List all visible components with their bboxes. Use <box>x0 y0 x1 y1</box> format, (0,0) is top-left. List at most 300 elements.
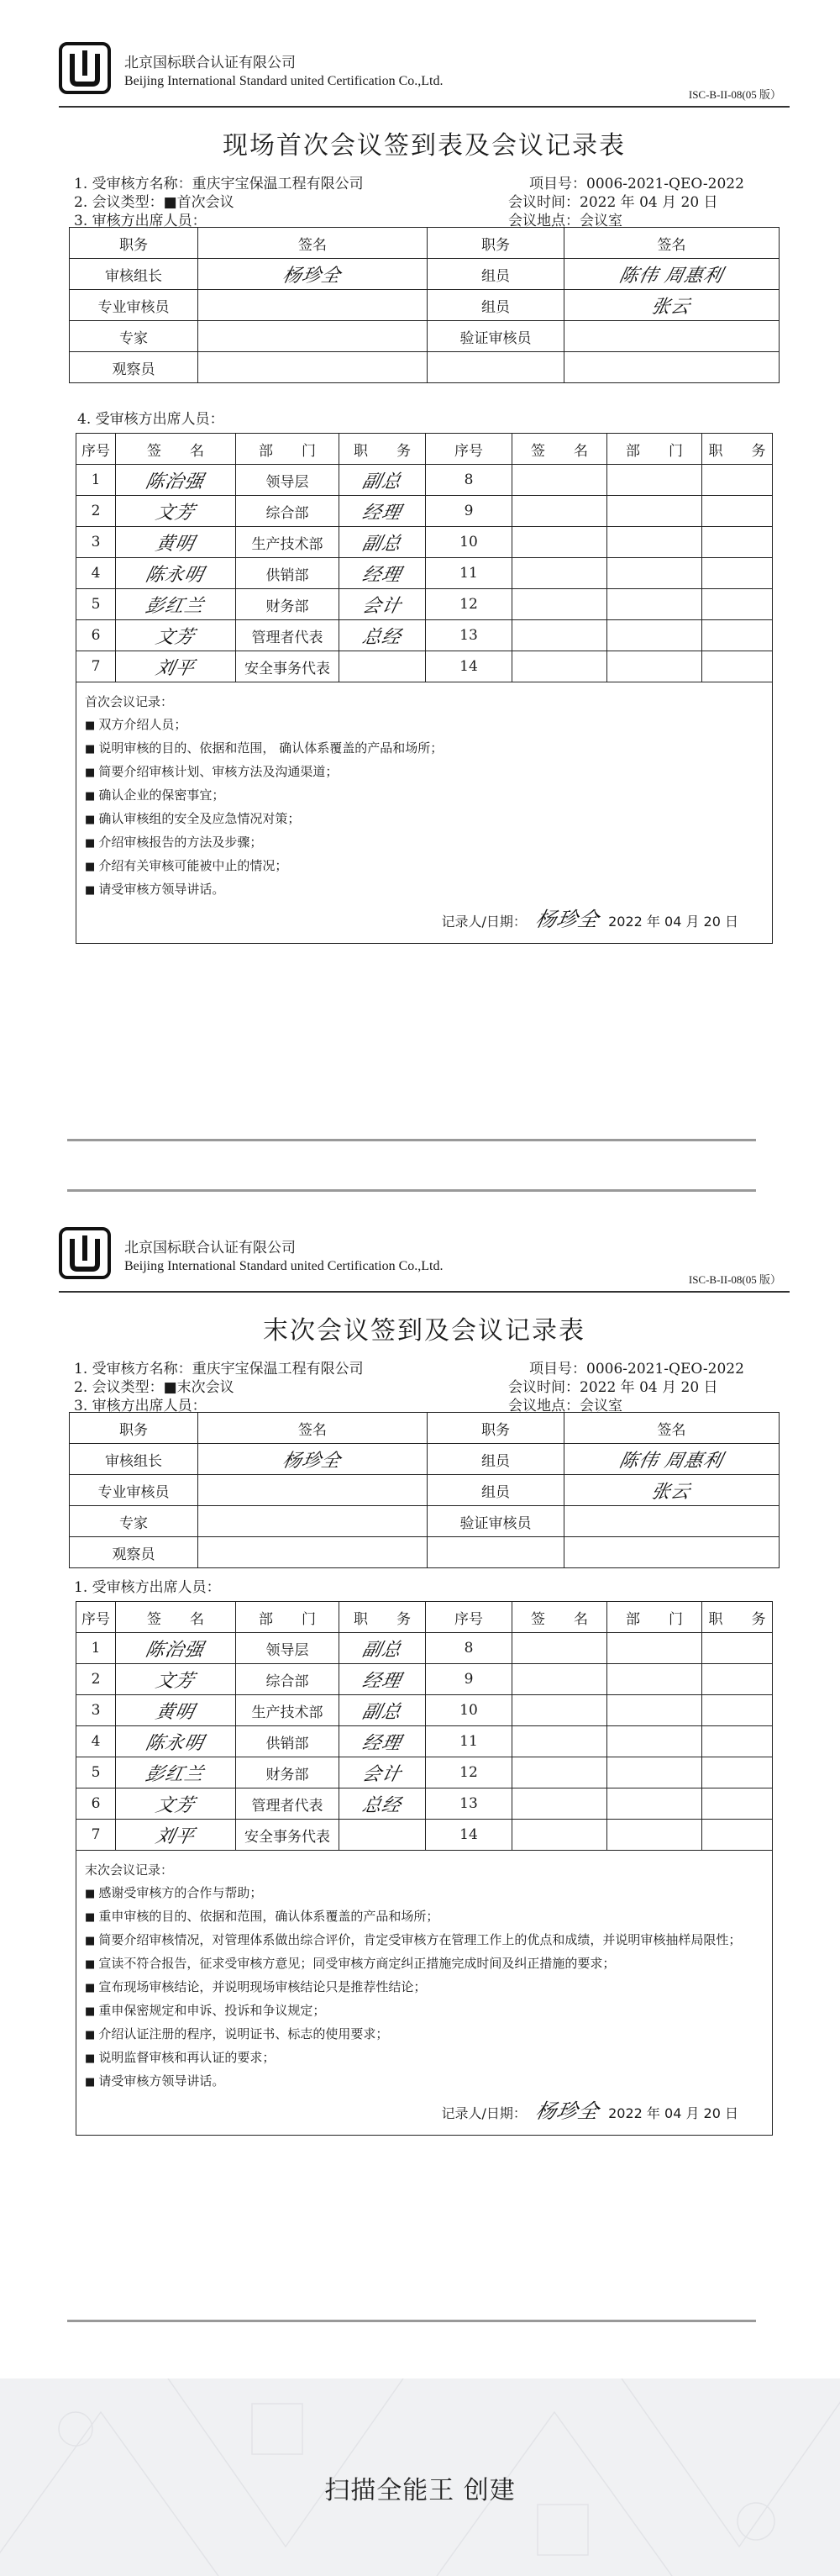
cell: 12 <box>426 1757 512 1788</box>
signature: 文芳 <box>153 1670 197 1692</box>
col-header: 职 务 <box>339 434 426 465</box>
header-rule <box>59 106 790 108</box>
cell: 验证审核员 <box>428 321 564 352</box>
cell <box>198 321 428 352</box>
cell: 财务部 <box>236 589 339 620</box>
cell: 14 <box>426 1820 512 1851</box>
col-header: 签 名 <box>512 434 607 465</box>
cell: 管理者代表 <box>236 620 339 651</box>
cell: 1 <box>76 465 116 496</box>
table-row <box>70 290 780 321</box>
auditor-table <box>69 1412 780 1568</box>
signature-cell <box>116 1664 236 1695</box>
col-header: 签名 <box>198 1413 428 1444</box>
letterhead <box>59 1219 790 1294</box>
signature: 文芳 <box>153 626 197 648</box>
col-header: 职务 <box>428 1413 564 1444</box>
cell <box>702 1757 773 1788</box>
signature-cell <box>339 496 426 527</box>
signature-cell <box>116 496 236 527</box>
signature: 陈永明 <box>144 564 207 586</box>
col-header: 签名 <box>564 1413 780 1444</box>
auditee-label: 1. 受审核方名称： <box>74 1361 192 1378</box>
meeting-type: ■首次会议 <box>163 194 234 211</box>
table-row <box>76 465 773 496</box>
table-row <box>76 651 773 682</box>
cell <box>702 1788 773 1820</box>
signature: 刘平 <box>153 657 197 679</box>
cell: 3 <box>76 1695 116 1726</box>
meeting-meta <box>59 1353 790 1412</box>
cell <box>564 1506 780 1537</box>
cell: 9 <box>426 496 512 527</box>
org-name-en: Beijing International Standard united Certification Co.,Ltd. <box>124 74 444 88</box>
type-label: 2. 会议类型： <box>74 1379 164 1396</box>
signature-cell <box>116 589 236 620</box>
cell: 8 <box>426 1633 512 1664</box>
meeting-place: 会议室 <box>580 213 622 229</box>
cell <box>607 651 702 682</box>
recorder-signature: 杨珍全 <box>533 908 602 931</box>
meeting-meta <box>59 168 790 227</box>
signature-cell <box>198 1444 428 1475</box>
table-row <box>76 496 773 527</box>
signature: 会计 <box>360 1763 404 1785</box>
cell <box>564 352 780 383</box>
col-header: 签 名 <box>116 434 236 465</box>
note-item: ■ 说明审核的目的、依据和范围， 确认体系覆盖的产品和场所； <box>85 737 764 761</box>
project-label: 项目号： <box>529 1361 586 1378</box>
cell: 领导层 <box>236 465 339 496</box>
org-name-cn: 北京国标联合认证有限公司 <box>124 55 296 71</box>
cell <box>198 1537 428 1568</box>
signature-cell <box>339 620 426 651</box>
signature-cell <box>116 527 236 558</box>
cell: 5 <box>76 589 116 620</box>
table-row <box>76 620 773 651</box>
signature: 陈永明 <box>144 1732 207 1754</box>
note-item: ■ 确认企业的保密事宜； <box>85 784 764 808</box>
cell: 观察员 <box>70 1537 198 1568</box>
cell: 2 <box>76 496 116 527</box>
note-item: ■ 简要介绍审核情况，对管理体系做出综合评价，肯定受审核方在管理工作上的优点和成绩，并说明审核抽样局限性； <box>85 1929 764 1952</box>
signature: 黄明 <box>153 1701 197 1723</box>
cell <box>607 1757 702 1788</box>
col-header: 签名 <box>198 228 428 259</box>
last-meeting-page <box>59 1219 790 2136</box>
table-row <box>70 352 780 383</box>
note-item: ■ 重申保密规定和申诉、投诉和争议规定； <box>85 1999 764 2023</box>
cell: 4 <box>76 558 116 589</box>
cell <box>512 651 607 682</box>
signature: 经理 <box>360 564 404 586</box>
cell: 财务部 <box>236 1757 339 1788</box>
cell <box>512 1633 607 1664</box>
col-header: 职务 <box>70 1413 198 1444</box>
cell <box>607 1788 702 1820</box>
table-row <box>70 259 780 290</box>
cell <box>198 1506 428 1537</box>
cell: 领导层 <box>236 1633 339 1664</box>
time-label: 会议时间： <box>508 1379 580 1396</box>
cell: 安全事务代表 <box>236 651 339 682</box>
note-item: ■ 感谢受审核方的合作与帮助； <box>85 1882 764 1905</box>
cell <box>607 1695 702 1726</box>
signature: 陈治强 <box>144 471 207 493</box>
col-header: 序号 <box>426 1602 512 1633</box>
cell: 6 <box>76 620 116 651</box>
signature-cell <box>198 259 428 290</box>
recorder-date: 2022 年 04 月 20 日 <box>608 2105 738 2121</box>
type-label: 2. 会议类型： <box>74 194 164 211</box>
signature: 彭红兰 <box>144 1763 207 1785</box>
cell <box>512 1726 607 1757</box>
table-row <box>76 589 773 620</box>
col-header: 职 务 <box>702 1602 773 1633</box>
cell <box>607 620 702 651</box>
scanner-footer <box>0 2378 840 2576</box>
page-separator <box>67 2320 756 2322</box>
cell: 2 <box>76 1664 116 1695</box>
company-logo-icon <box>59 1227 111 1279</box>
cell <box>702 496 773 527</box>
signature: 副总 <box>360 1639 404 1661</box>
auditee-label: 1. 受审核方名称： <box>74 176 192 192</box>
cell <box>564 321 780 352</box>
signature-cell <box>339 1757 426 1788</box>
recorder-line <box>85 2100 764 2125</box>
cell: 专业审核员 <box>70 1475 198 1506</box>
col-header: 序号 <box>76 1602 116 1633</box>
project-number: 0006-2021-QEO-2022 <box>586 176 744 192</box>
table-row <box>76 1820 773 1851</box>
signature-cell <box>339 465 426 496</box>
note-item: ■ 宣布现场审核结论，并说明现场审核结论只是推荐性结论； <box>85 1976 764 1999</box>
cell <box>512 465 607 496</box>
cell: 观察员 <box>70 352 198 383</box>
signature-cell <box>116 1820 236 1851</box>
signature-cell <box>339 1633 426 1664</box>
signature-cell <box>116 620 236 651</box>
notes-heading: 首次会议记录： <box>85 694 174 709</box>
auditee-table <box>76 433 773 682</box>
signature: 黄明 <box>153 533 197 555</box>
note-item: ■ 介绍审核报告的方法及步骤； <box>85 831 764 855</box>
cell <box>512 1695 607 1726</box>
cell: 综合部 <box>236 496 339 527</box>
cell <box>702 1633 773 1664</box>
page-title: 现场首次会议签到表及会议记录表 <box>223 131 626 161</box>
cell: 3 <box>76 527 116 558</box>
attendees-label: 3. 审核方出席人员： <box>74 213 207 229</box>
note-item: ■ 说明监督审核和再认证的要求； <box>85 2047 764 2070</box>
note-item: ■ 双方介绍人员； <box>85 714 764 737</box>
cell <box>607 1664 702 1695</box>
recorder-label: 记录人/日期： <box>441 914 527 930</box>
cell: 专业审核员 <box>70 290 198 321</box>
cell: 14 <box>426 651 512 682</box>
signature-cell <box>339 1695 426 1726</box>
cell <box>702 527 773 558</box>
signature-cell <box>564 290 780 321</box>
signature: 副总 <box>360 533 404 555</box>
auditee-table <box>76 1601 773 1851</box>
signature: 杨珍全 <box>281 1450 344 1472</box>
notes-box <box>76 1851 773 2136</box>
cell: 组员 <box>428 1475 564 1506</box>
cell <box>512 1757 607 1788</box>
table-row <box>76 1695 773 1726</box>
signature: 经理 <box>360 502 404 524</box>
auditee-attendees-label: 1. 受审核方出席人员： <box>74 1579 221 1596</box>
signature-cell <box>564 1475 780 1506</box>
signature: 杨珍全 <box>281 265 344 287</box>
col-header: 部 门 <box>607 434 702 465</box>
auditee-attendees-label: 4. 受审核方出席人员： <box>77 411 224 428</box>
header-rule <box>59 1291 790 1293</box>
signature-cell <box>564 259 780 290</box>
note-item: ■ 请受审核方领导讲话。 <box>85 878 764 902</box>
signature-cell <box>339 558 426 589</box>
cell <box>512 1664 607 1695</box>
cell: 综合部 <box>236 1664 339 1695</box>
signature: 陈伟 周惠利 <box>617 265 726 287</box>
signature: 陈治强 <box>144 1639 207 1661</box>
table-row <box>70 1506 780 1537</box>
signature: 副总 <box>360 1701 404 1723</box>
signature-cell <box>116 1726 236 1757</box>
cell <box>512 558 607 589</box>
cell <box>607 558 702 589</box>
col-header: 职务 <box>70 228 198 259</box>
table-row <box>70 1444 780 1475</box>
cell <box>564 1537 780 1568</box>
signature-cell <box>116 1788 236 1820</box>
col-header: 签名 <box>564 228 780 259</box>
cell: 12 <box>426 589 512 620</box>
note-item: ■ 介绍有关审核可能被中止的情况； <box>85 855 764 878</box>
cell: 11 <box>426 558 512 589</box>
notes-heading: 末次会议记录： <box>85 1862 174 1878</box>
cell: 5 <box>76 1757 116 1788</box>
page-separator <box>67 1189 756 1192</box>
cell: 10 <box>426 1695 512 1726</box>
signature-cell <box>116 558 236 589</box>
table-row <box>70 321 780 352</box>
company-logo-icon <box>59 42 111 94</box>
auditor-table <box>69 227 780 383</box>
signature: 张云 <box>649 1481 693 1503</box>
table-row <box>76 1633 773 1664</box>
cell <box>512 496 607 527</box>
cell <box>702 589 773 620</box>
signature: 副总 <box>360 471 404 493</box>
signature-cell <box>116 651 236 682</box>
cell: 供销部 <box>236 1726 339 1757</box>
cell <box>607 1726 702 1757</box>
signature: 彭红兰 <box>144 595 207 617</box>
signature: 总经 <box>360 626 404 648</box>
notes-box <box>76 682 773 944</box>
cell <box>607 1633 702 1664</box>
recorder-signature: 杨珍全 <box>533 2099 602 2123</box>
cell: 7 <box>76 1820 116 1851</box>
col-header: 序号 <box>76 434 116 465</box>
table-row <box>70 1537 780 1568</box>
col-header: 部 门 <box>607 1602 702 1633</box>
auditee-rows <box>76 465 773 682</box>
signature: 会计 <box>360 595 404 617</box>
project-label: 项目号： <box>529 176 586 192</box>
cell <box>607 1820 702 1851</box>
signature-cell <box>339 1788 426 1820</box>
auditee-rows <box>76 1633 773 1851</box>
cell <box>512 589 607 620</box>
first-meeting-page <box>59 34 790 944</box>
col-header: 签 名 <box>512 1602 607 1633</box>
signature: 陈伟 周惠利 <box>617 1450 726 1472</box>
auditee-name: 重庆宇宝保温工程有限公司 <box>192 1361 364 1378</box>
cell: 10 <box>426 527 512 558</box>
auditee-name: 重庆宇宝保温工程有限公司 <box>192 176 364 192</box>
place-label: 会议地点： <box>508 213 580 229</box>
cell: 1 <box>76 1633 116 1664</box>
cell: 8 <box>426 465 512 496</box>
cell: 9 <box>426 1664 512 1695</box>
org-name-en: Beijing International Standard united Certification Co.,Ltd. <box>124 1259 444 1273</box>
signature: 经理 <box>360 1732 404 1754</box>
table-row <box>76 1664 773 1695</box>
cell <box>607 589 702 620</box>
signature: 张云 <box>649 296 693 318</box>
note-item: ■ 宣读不符合报告，征求受审核方意见；同受审核方商定纠正措施完成时间及纠正措施的要求； <box>85 1952 764 1976</box>
meeting-place: 会议室 <box>580 1398 622 1414</box>
cell: 组员 <box>428 259 564 290</box>
cell: 验证审核员 <box>428 1506 564 1537</box>
cell: 管理者代表 <box>236 1788 339 1820</box>
cell: 专家 <box>70 321 198 352</box>
signature-cell <box>339 1726 426 1757</box>
cell <box>428 1537 564 1568</box>
cell: 11 <box>426 1726 512 1757</box>
note-item: ■ 重申审核的目的、依据和范围，确认体系覆盖的产品和场所； <box>85 1905 764 1929</box>
col-header: 职 务 <box>702 434 773 465</box>
signature-cell <box>339 1664 426 1695</box>
table-row <box>76 1788 773 1820</box>
cell: 生产技术部 <box>236 527 339 558</box>
cell <box>428 352 564 383</box>
cell: 安全事务代表 <box>236 1820 339 1851</box>
note-item: ■ 请受审核方领导讲话。 <box>85 2070 764 2094</box>
cell <box>512 1820 607 1851</box>
footer-text: 扫描全能王 创建 <box>324 2476 516 2505</box>
cell: 组员 <box>428 1444 564 1475</box>
attendees-label: 3. 审核方出席人员： <box>74 1398 207 1414</box>
cell <box>702 651 773 682</box>
letterhead <box>59 34 790 109</box>
cell <box>607 496 702 527</box>
cell: 4 <box>76 1726 116 1757</box>
col-header: 序号 <box>426 434 512 465</box>
signature-cell <box>339 527 426 558</box>
table-row <box>76 1726 773 1757</box>
cell <box>607 465 702 496</box>
cell: 6 <box>76 1788 116 1820</box>
signature-cell <box>116 465 236 496</box>
col-header: 职务 <box>428 228 564 259</box>
note-item: ■ 简要介绍审核计划、审核方法及沟通渠道； <box>85 761 764 784</box>
signature-cell <box>339 589 426 620</box>
col-header: 部 门 <box>236 434 339 465</box>
notes-list <box>85 714 764 902</box>
project-number: 0006-2021-QEO-2022 <box>586 1361 744 1378</box>
signature-cell <box>116 1757 236 1788</box>
org-name-cn: 北京国标联合认证有限公司 <box>124 1240 296 1256</box>
note-item: ■ 介绍认证注册的程序，说明证书、标志的使用要求； <box>85 2023 764 2047</box>
signature: 刘平 <box>153 1825 197 1847</box>
table-row <box>70 1475 780 1506</box>
signature: 文芳 <box>153 502 197 524</box>
cell <box>198 352 428 383</box>
note-item: ■ 确认审核组的安全及应急情况对策； <box>85 808 764 831</box>
meeting-type: ■末次会议 <box>163 1379 234 1396</box>
cell <box>198 1475 428 1506</box>
notes-list <box>85 1882 764 2094</box>
cell: 7 <box>76 651 116 682</box>
signature-cell <box>116 1695 236 1726</box>
signature-cell <box>116 1633 236 1664</box>
table-row <box>76 527 773 558</box>
cell: 审核组长 <box>70 259 198 290</box>
meeting-time: 2022 年 04 月 20 日 <box>580 194 718 211</box>
cell: 专家 <box>70 1506 198 1537</box>
cell: 13 <box>426 620 512 651</box>
cell <box>198 290 428 321</box>
place-label: 会议地点： <box>508 1398 580 1414</box>
form-code: ISC-B-II-08(05 版） <box>688 1273 781 1286</box>
cell: 组员 <box>428 290 564 321</box>
recorder-line <box>85 909 764 933</box>
page-separator <box>67 1139 756 1141</box>
signature: 文芳 <box>153 1794 197 1816</box>
cell <box>512 527 607 558</box>
page-title: 末次会议签到及会议记录表 <box>263 1316 585 1346</box>
signature-cell <box>339 651 426 682</box>
signature-cell <box>564 1444 780 1475</box>
table-row <box>76 558 773 589</box>
recorder-label: 记录人/日期： <box>441 2105 527 2121</box>
meeting-time: 2022 年 04 月 20 日 <box>580 1379 718 1396</box>
signature: 经理 <box>360 1670 404 1692</box>
cell <box>702 465 773 496</box>
cell: 13 <box>426 1788 512 1820</box>
cell <box>607 527 702 558</box>
cell <box>702 1820 773 1851</box>
form-code: ISC-B-II-08(05 版） <box>688 88 781 101</box>
cell: 审核组长 <box>70 1444 198 1475</box>
cell <box>702 1664 773 1695</box>
cell <box>702 620 773 651</box>
col-header: 部 门 <box>236 1602 339 1633</box>
cell <box>512 620 607 651</box>
signature-cell <box>339 1820 426 1851</box>
cell: 供销部 <box>236 558 339 589</box>
col-header: 签 名 <box>116 1602 236 1633</box>
time-label: 会议时间： <box>508 194 580 211</box>
cell <box>702 1695 773 1726</box>
cell <box>512 1788 607 1820</box>
signature: 总经 <box>360 1794 404 1816</box>
